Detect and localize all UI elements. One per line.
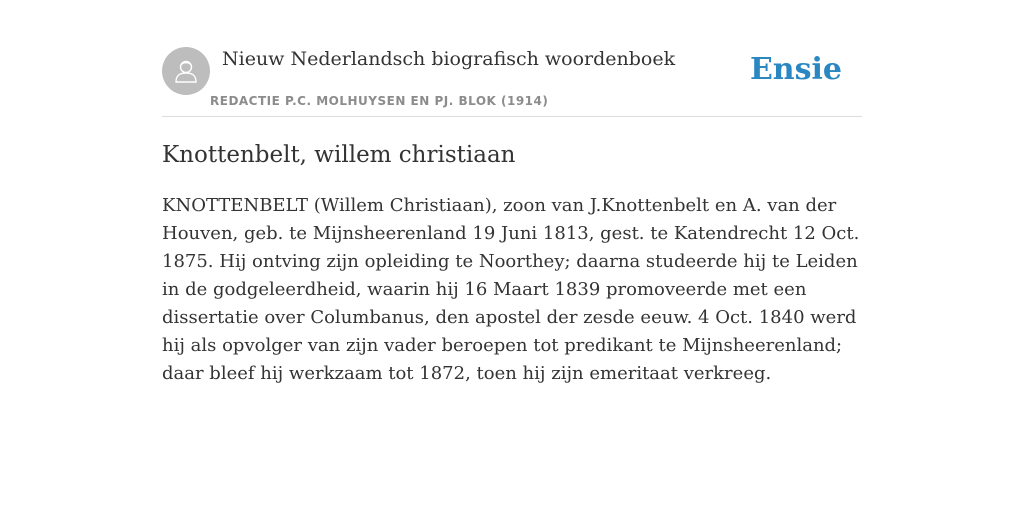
avatar[interactable]	[162, 47, 210, 95]
entry-body: KNOTTENBELT (Willem Christiaan), zoon van J.Knottenbelt en A. van der Houven, geb. te Mijnsheerenland 19 Juni 1813, gest. te Katendrecht 12 Oct. 1875. Hij ontving zijn opleiding te Noorthey; daarna studeerde hij te Leiden in de godgeleerdheid, waarin hij 16 Maart 1839 promoveerde met een dissertatie over Columbanus, den apostel der zesde eeuw. 4 Oct. 1840 werd hij als opvolger van zijn vader beroepen tot predikant te Mijnsheerenland; daar bleef hij werkzaam tot 1872, toen hij zijn emeritaat verkreeg.	[162, 195, 860, 384]
source-title[interactable]: Nieuw Nederlandsch biografisch woordenboek	[222, 48, 676, 70]
entry-title: Knottenbelt, willem christiaan	[162, 142, 516, 168]
source-editors: REDACTIE P.C. MOLHUYSEN EN PJ. BLOK (1914)	[210, 94, 549, 108]
brand-logo[interactable]: Ensie	[749, 52, 842, 87]
source-header	[162, 47, 862, 117]
person-icon	[172, 57, 200, 85]
